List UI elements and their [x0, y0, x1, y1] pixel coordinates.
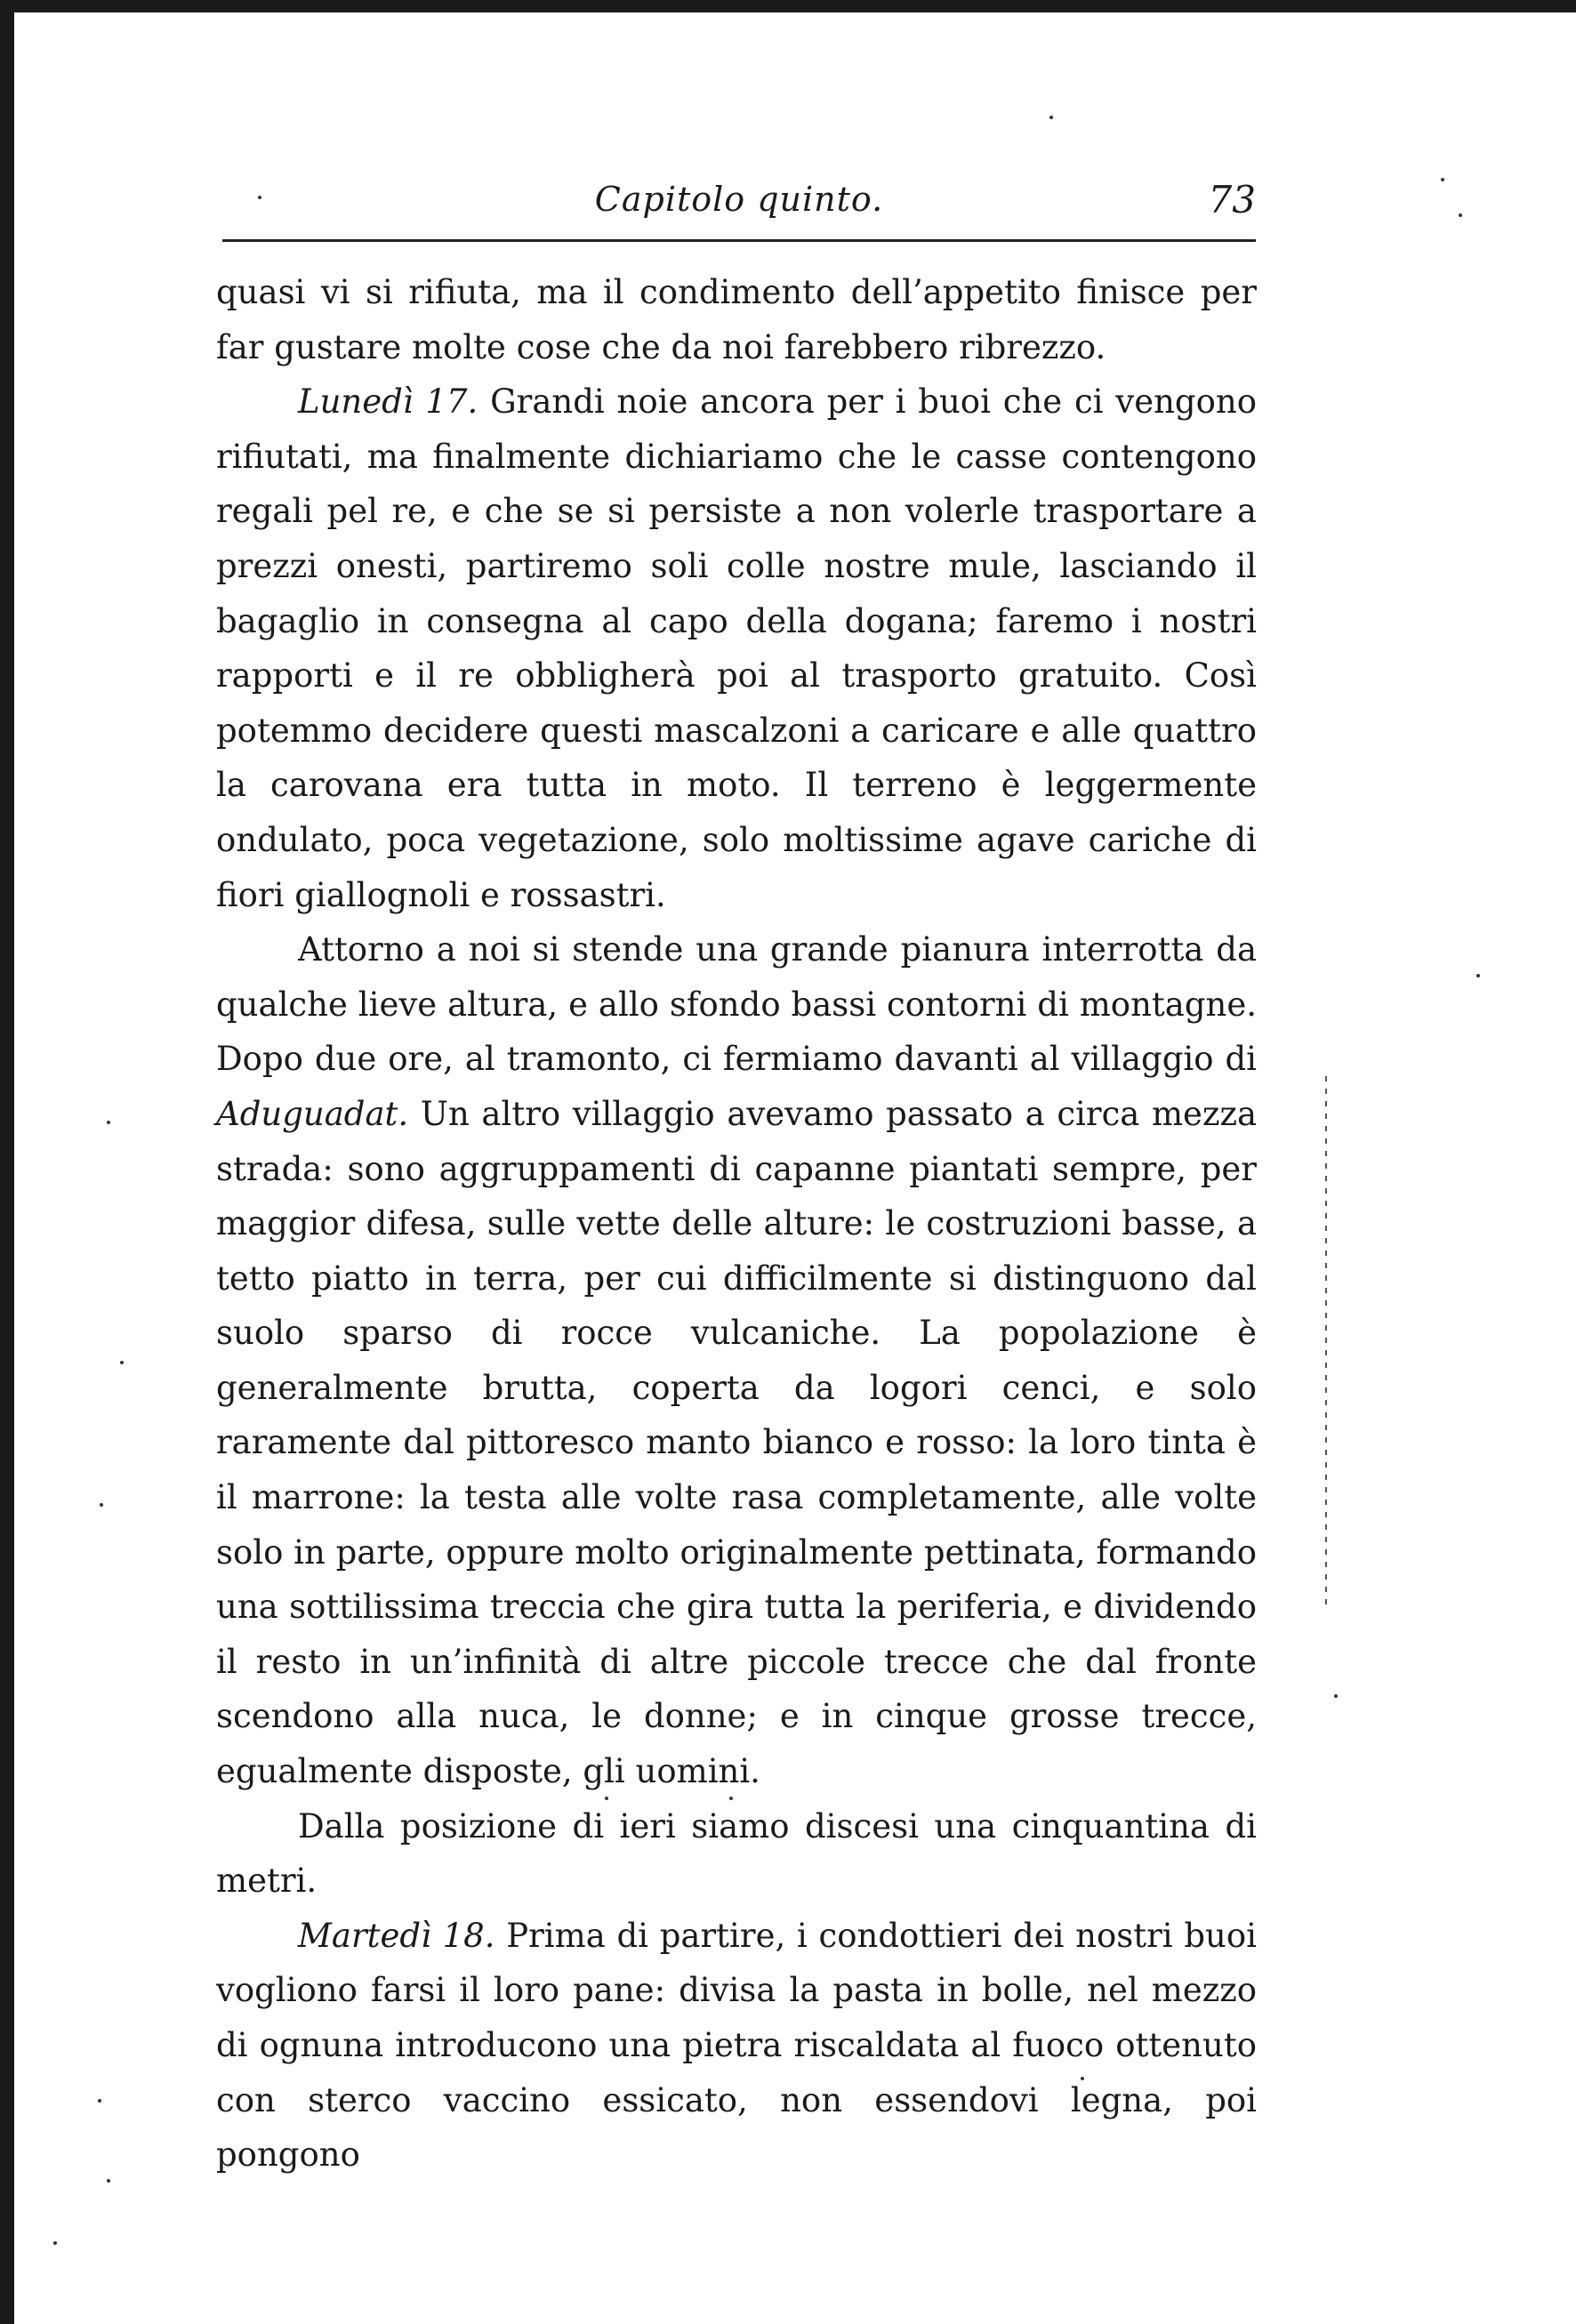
header-rule: [222, 239, 1256, 242]
speck: [107, 2179, 110, 2183]
paragraph-text: Dalla posizione di ieri siamo discesi una cinquantina di metri.: [216, 1806, 1257, 1901]
speck: [100, 1503, 103, 1507]
place-name-aduguadat: Aduguadat.: [216, 1094, 409, 1133]
scan-left-edge: [0, 0, 14, 2324]
speck: [98, 2099, 101, 2103]
speck: [107, 1121, 110, 1124]
paragraph-1: [216, 265, 1257, 374]
speck: [1476, 974, 1480, 977]
speck: [120, 1361, 124, 1364]
paragraph-3: [216, 922, 1257, 1799]
page-header: [222, 169, 1256, 231]
paragraph-4: [216, 1799, 1257, 1909]
margin-mark: [1325, 1076, 1327, 1610]
page-number: 73: [1208, 178, 1256, 221]
date-heading-lunedi: Lunedì 17.: [298, 382, 478, 422]
speck: [1334, 1694, 1338, 1698]
scan-top-edge: [0, 0, 1576, 12]
paragraph-text: Un altro villaggio avevamo passato a circa mezza strada: sono aggruppamenti di capanne piantati sempre, per maggior difesa, sulle vette delle alture: le costruzioni basse, a tetto piatto in terra, per cui difficilmente si distinguono dal suolo sparso di rocce vulcaniche. La popolazione è generalmente brutta, coperta da logori cenci, e solo raramente dal pittoresco manto bianco e rosso: la loro tinta è il marrone: la testa alle volte rasa completamente, alle volte solo in parte, oppure molto originalmente pettinata, formando una sottilissima treccia che gira tutta la periferia, e dividendo il resto in un’infinità di altre piccole trecce che dal fronte scendono alla nuca, le donne; e in cinque grosse trecce, egualmente disposte, gli uomini.: [216, 1094, 1257, 1791]
speck: [1441, 178, 1444, 181]
paragraph-text: Grandi noie ancora per i buoi che ci vengono rifiutati, ma finalmente dichiariamo che le casse contengono regali pel re, e che se si persiste a non volerle trasportare a prezzi onesti, partiremo soli colle nostre mule, lasciando il bagaglio in consegna al capo della dogana; faremo i nostri rapporti e il re obbligherà poi al trasporto gratuito. Così potemmo decidere questi mascalzoni a caricare e alle quattro la carovana era tutta in moto. Il terreno è leggermente ondulato, poca vegetazione, solo moltissime agave cariche di fiori giallognoli e rossastri.: [216, 382, 1258, 914]
paragraph-text: Attorno a noi si stende una grande pianura interrotta da qualche lieve altura, e allo sfondo bassi contorni di montagne. Dopo due ore, al tramonto, ci fermiamo davanti al villaggio di: [216, 930, 1257, 1079]
paragraph-text: Prima di partire, i condottieri dei nostri buoi vogliono farsi il loro pane: divisa la pasta in bolle, nel mezzo di ognuna introducono una pietra riscaldata al fuoco ottenuto con sterco vaccino essicato, non essendovi legna, poi pongono: [216, 1916, 1257, 2175]
speck: [53, 2241, 57, 2245]
body-text: [216, 265, 1257, 2183]
paragraph-2: [216, 374, 1257, 922]
speck: [1049, 116, 1053, 119]
paragraph-5: [216, 1909, 1257, 2183]
paragraph-text: quasi vi si rifiuta, ma il condimento dell’appetito finisce per far gustare molte cose che da noi farebbero ribrezzo.: [216, 273, 1257, 366]
date-heading-martedi: Martedì 18.: [298, 1916, 495, 1955]
running-title: Capitolo quinto.: [594, 180, 884, 219]
speck: [1459, 213, 1462, 217]
